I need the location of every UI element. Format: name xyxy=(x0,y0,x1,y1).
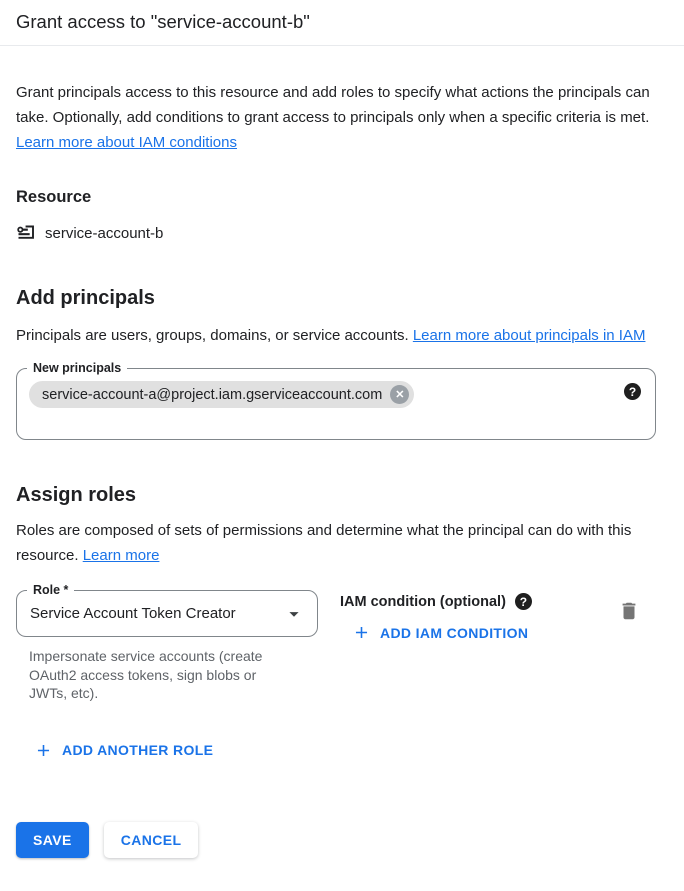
roles-text: Roles are composed of sets of permissions and determine what the principal can do with this resource. xyxy=(16,522,632,564)
add-another-role-label: ADD ANOTHER ROLE xyxy=(62,742,214,758)
plus-icon xyxy=(34,741,53,760)
help-glyph: ? xyxy=(519,594,528,609)
iam-condition-column xyxy=(340,590,532,647)
assign-roles-heading: Assign roles xyxy=(16,484,137,506)
iam-conditions-link[interactable]: Learn more about IAM conditions xyxy=(16,134,237,151)
dropdown-arrow-icon xyxy=(283,603,305,625)
roles-learn-more-link[interactable]: Learn more xyxy=(82,547,160,564)
save-button[interactable]: SAVE xyxy=(16,822,89,858)
principals-help-icon[interactable] xyxy=(624,383,641,400)
principals-link[interactable]: Learn more about principals in IAM xyxy=(412,327,646,344)
delete-role-button[interactable] xyxy=(618,600,640,622)
roles-paragraph xyxy=(16,518,656,568)
role-select[interactable] xyxy=(16,583,318,637)
role-label: Role * xyxy=(27,582,74,598)
iam-condition-label-row xyxy=(340,593,532,610)
help-glyph: ? xyxy=(628,384,637,399)
principal-chip xyxy=(29,381,414,408)
resource-heading: Resource xyxy=(16,188,92,206)
role-value: Service Account Token Creator xyxy=(30,605,236,622)
dialog-header xyxy=(0,0,684,46)
add-iam-condition-button[interactable] xyxy=(352,623,528,642)
role-row xyxy=(16,583,656,703)
add-another-role-button[interactable] xyxy=(34,741,213,760)
dialog-content xyxy=(0,80,684,878)
principals-paragraph xyxy=(16,323,656,348)
iam-condition-label: IAM condition (optional) xyxy=(340,593,506,610)
add-iam-condition-label: ADD IAM CONDITION xyxy=(380,624,529,641)
new-principals-label: New principals xyxy=(27,360,127,376)
intro-text: Grant principals access to this resource and add roles to specify what actions the principals can take. Optionally, add conditions to grant access to principals only when a specific criteria is met. xyxy=(16,84,650,126)
chip-remove-glyph: ✕ xyxy=(395,389,405,401)
add-principals-heading: Add principals xyxy=(16,287,155,309)
resource-item xyxy=(16,223,656,245)
plus-icon xyxy=(352,623,371,642)
trash-icon xyxy=(618,600,640,622)
resource-name: service-account-b xyxy=(45,225,164,242)
dialog-title: Grant access to "service-account-b" xyxy=(16,11,310,32)
chip-remove-icon[interactable] xyxy=(390,385,409,404)
principal-chip-text: service-account-a@project.iam.gserviceaccount.com xyxy=(42,386,383,403)
dialog-actions xyxy=(16,822,656,858)
service-account-icon xyxy=(16,224,36,244)
intro-paragraph xyxy=(16,80,656,155)
principals-text: Principals are users, groups, domains, or service accounts. xyxy=(16,327,413,344)
role-column xyxy=(16,583,318,703)
iam-condition-help-icon[interactable] xyxy=(515,593,532,610)
role-description: Impersonate service accounts (create OAuth2 access tokens, sign blobs or JWTs, etc). xyxy=(29,648,263,701)
new-principals-field[interactable] xyxy=(16,361,656,440)
cancel-button[interactable]: CANCEL xyxy=(104,822,199,858)
